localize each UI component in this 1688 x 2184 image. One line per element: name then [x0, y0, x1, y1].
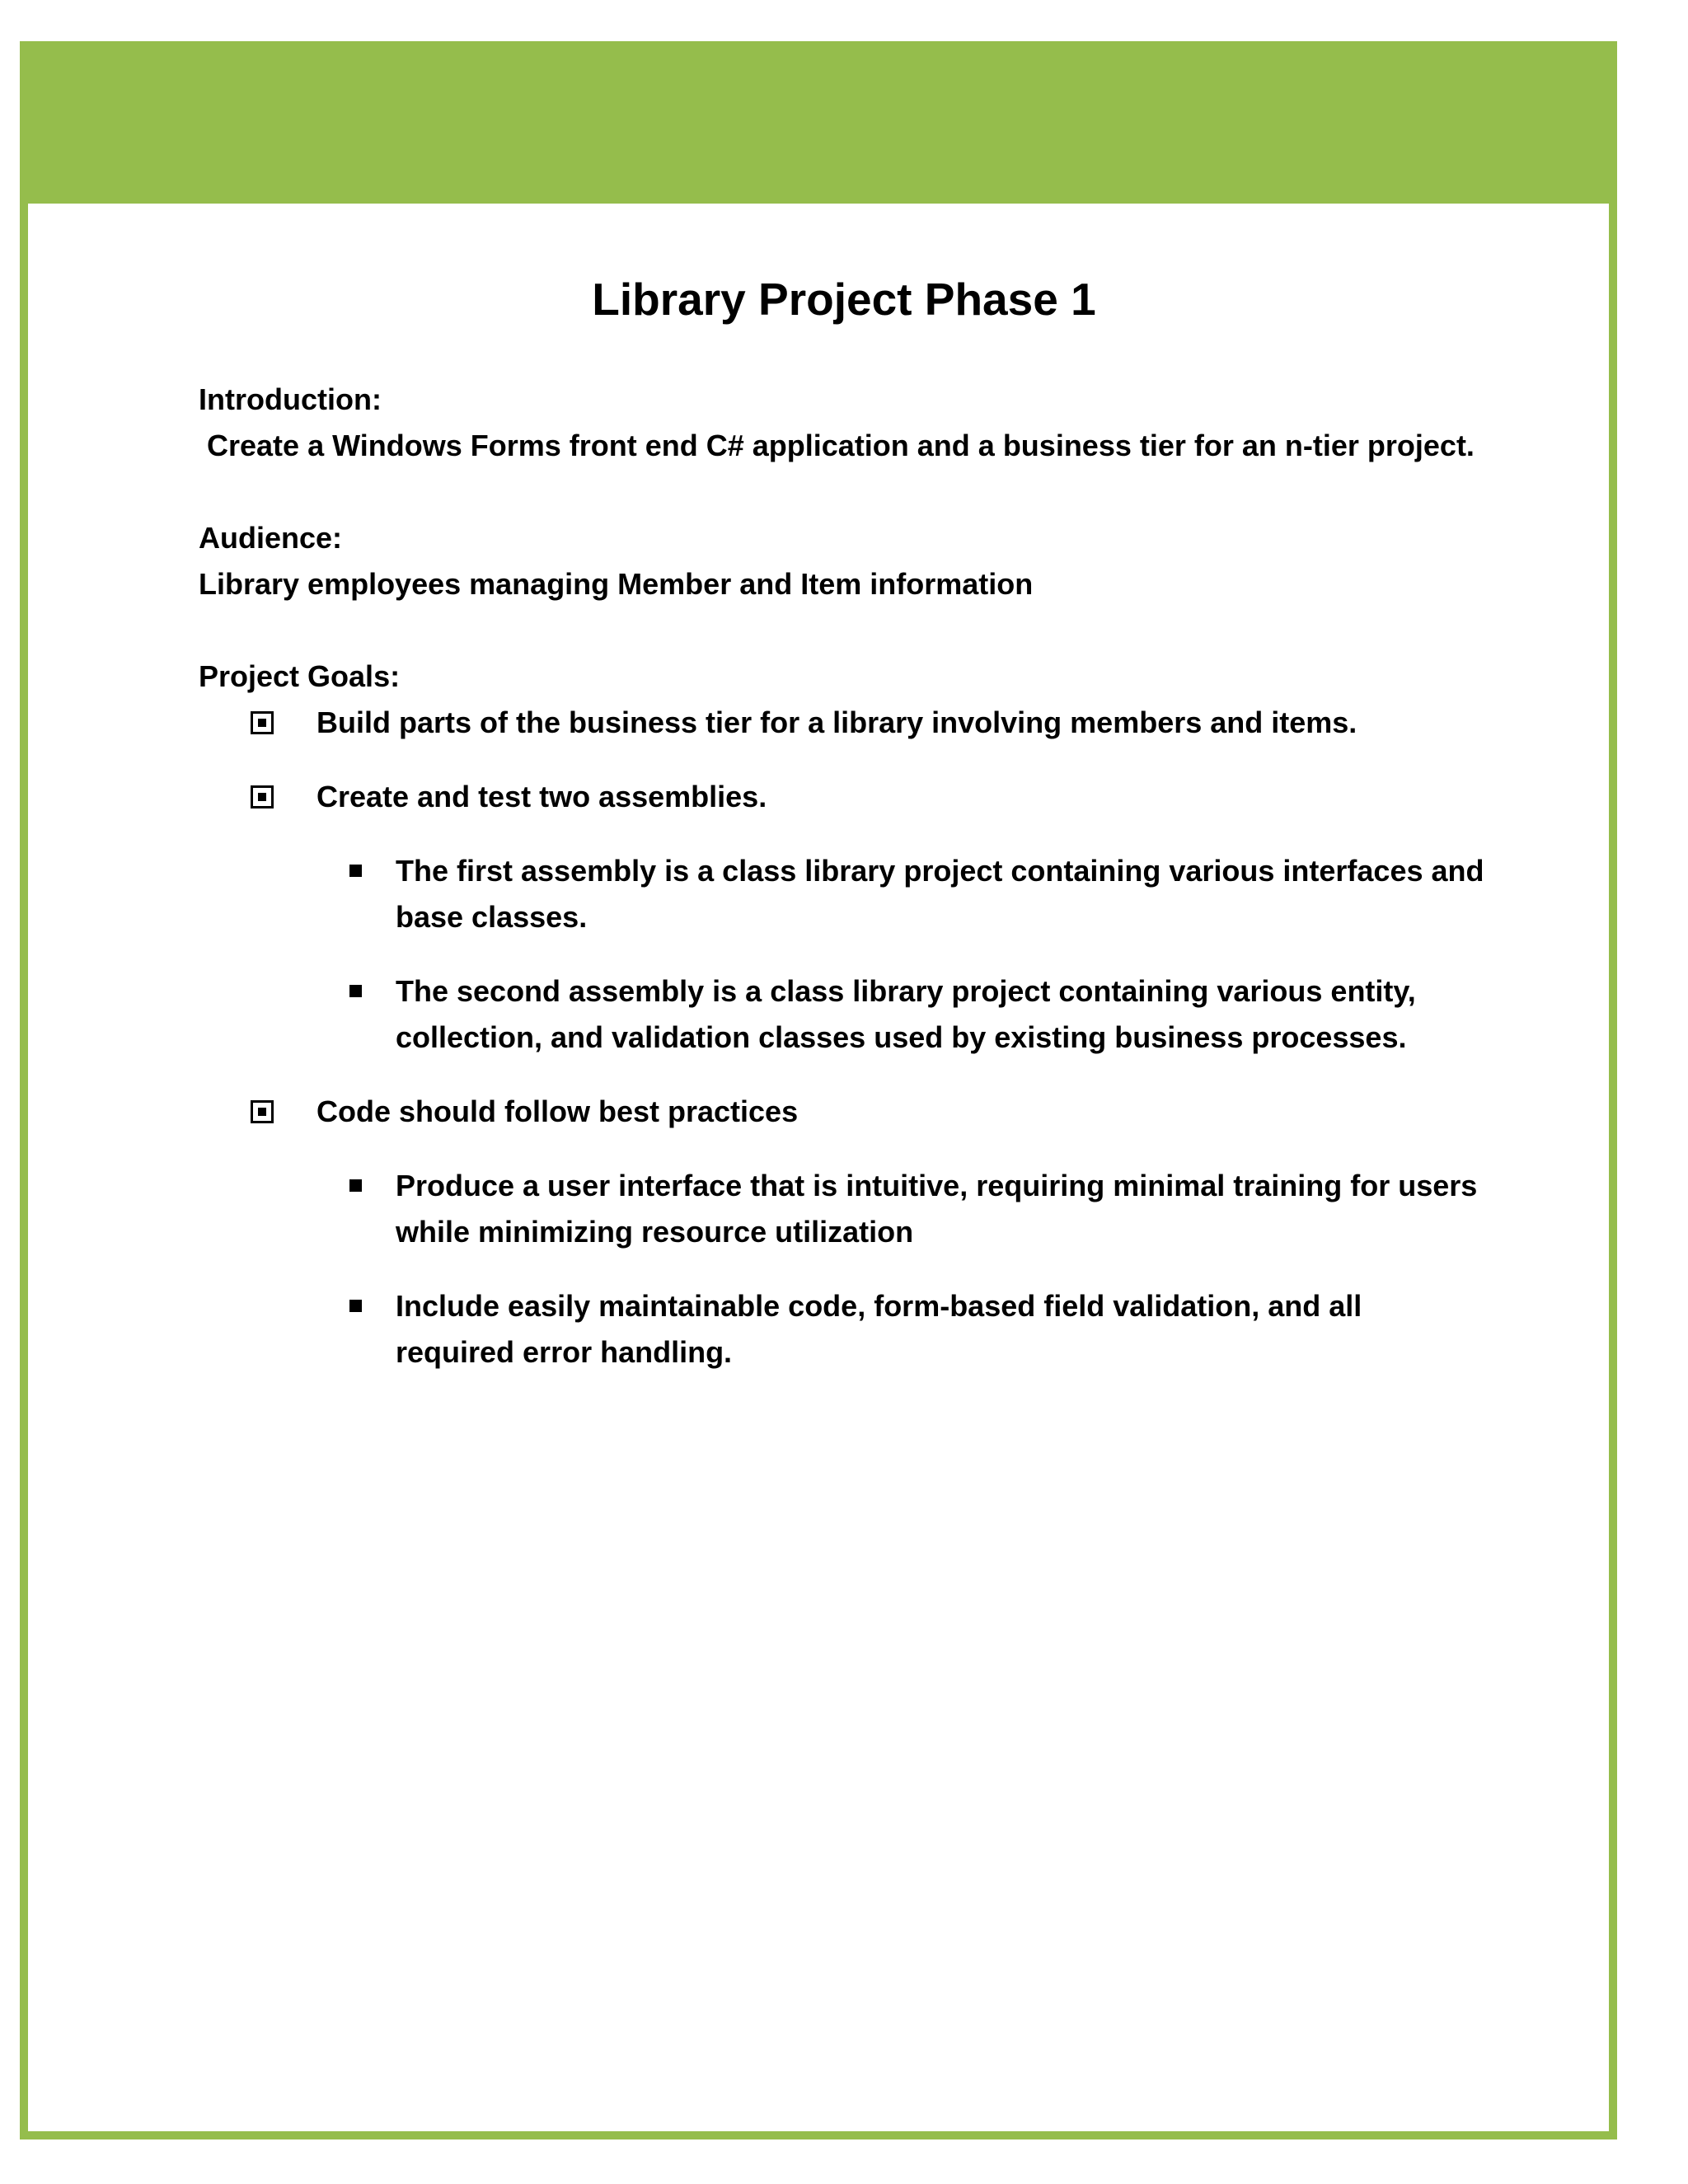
- goal-item: [251, 774, 767, 820]
- project-goals-label: Project Goals:: [199, 659, 401, 693]
- sub-goal-item: [349, 968, 1487, 1061]
- goal-text: Build parts of the business tier for a library involving members and items.: [316, 705, 1357, 739]
- checkbox-bullet-icon: [251, 1100, 274, 1123]
- sub-goal-text: Produce a user interface that is intuitive, requiring minimal training for users while minimizing resource utilization: [396, 1169, 1478, 1249]
- sub-goal-item: [349, 1283, 1487, 1376]
- checkbox-bullet-icon: [251, 711, 274, 734]
- square-bullet-icon: [349, 865, 362, 877]
- header-band: [20, 41, 1617, 204]
- square-bullet-icon: [349, 1179, 362, 1192]
- square-bullet-icon: [349, 985, 362, 997]
- audience-text: Library employees managing Member and Item information: [199, 567, 1034, 601]
- sub-goal-text: The first assembly is a class library project containing various interfaces and base classes.: [396, 854, 1484, 934]
- goal-text: Code should follow best practices: [316, 1094, 799, 1128]
- audience-label: Audience:: [199, 521, 343, 555]
- document-title: Library Project Phase 1: [592, 274, 1096, 325]
- square-bullet-icon: [349, 1300, 362, 1312]
- sub-goal-item: [349, 1163, 1487, 1255]
- checkbox-bullet-icon: [251, 785, 274, 808]
- introduction-text: Create a Windows Forms front end C# application and a business tier for an n-tier project.: [199, 429, 1475, 462]
- sub-goal-text: Include easily maintainable code, form-based field validation, and all required error handling.: [396, 1289, 1362, 1369]
- goal-item: [251, 1089, 798, 1135]
- sub-goal-text: The second assembly is a class library project containing various entity, collection, and validation classes used by existing business processes.: [396, 974, 1416, 1054]
- sub-goal-item: [349, 848, 1487, 940]
- introduction-label: Introduction:: [199, 382, 382, 416]
- goal-text: Create and test two assemblies.: [316, 780, 767, 813]
- goal-item: [251, 700, 1357, 746]
